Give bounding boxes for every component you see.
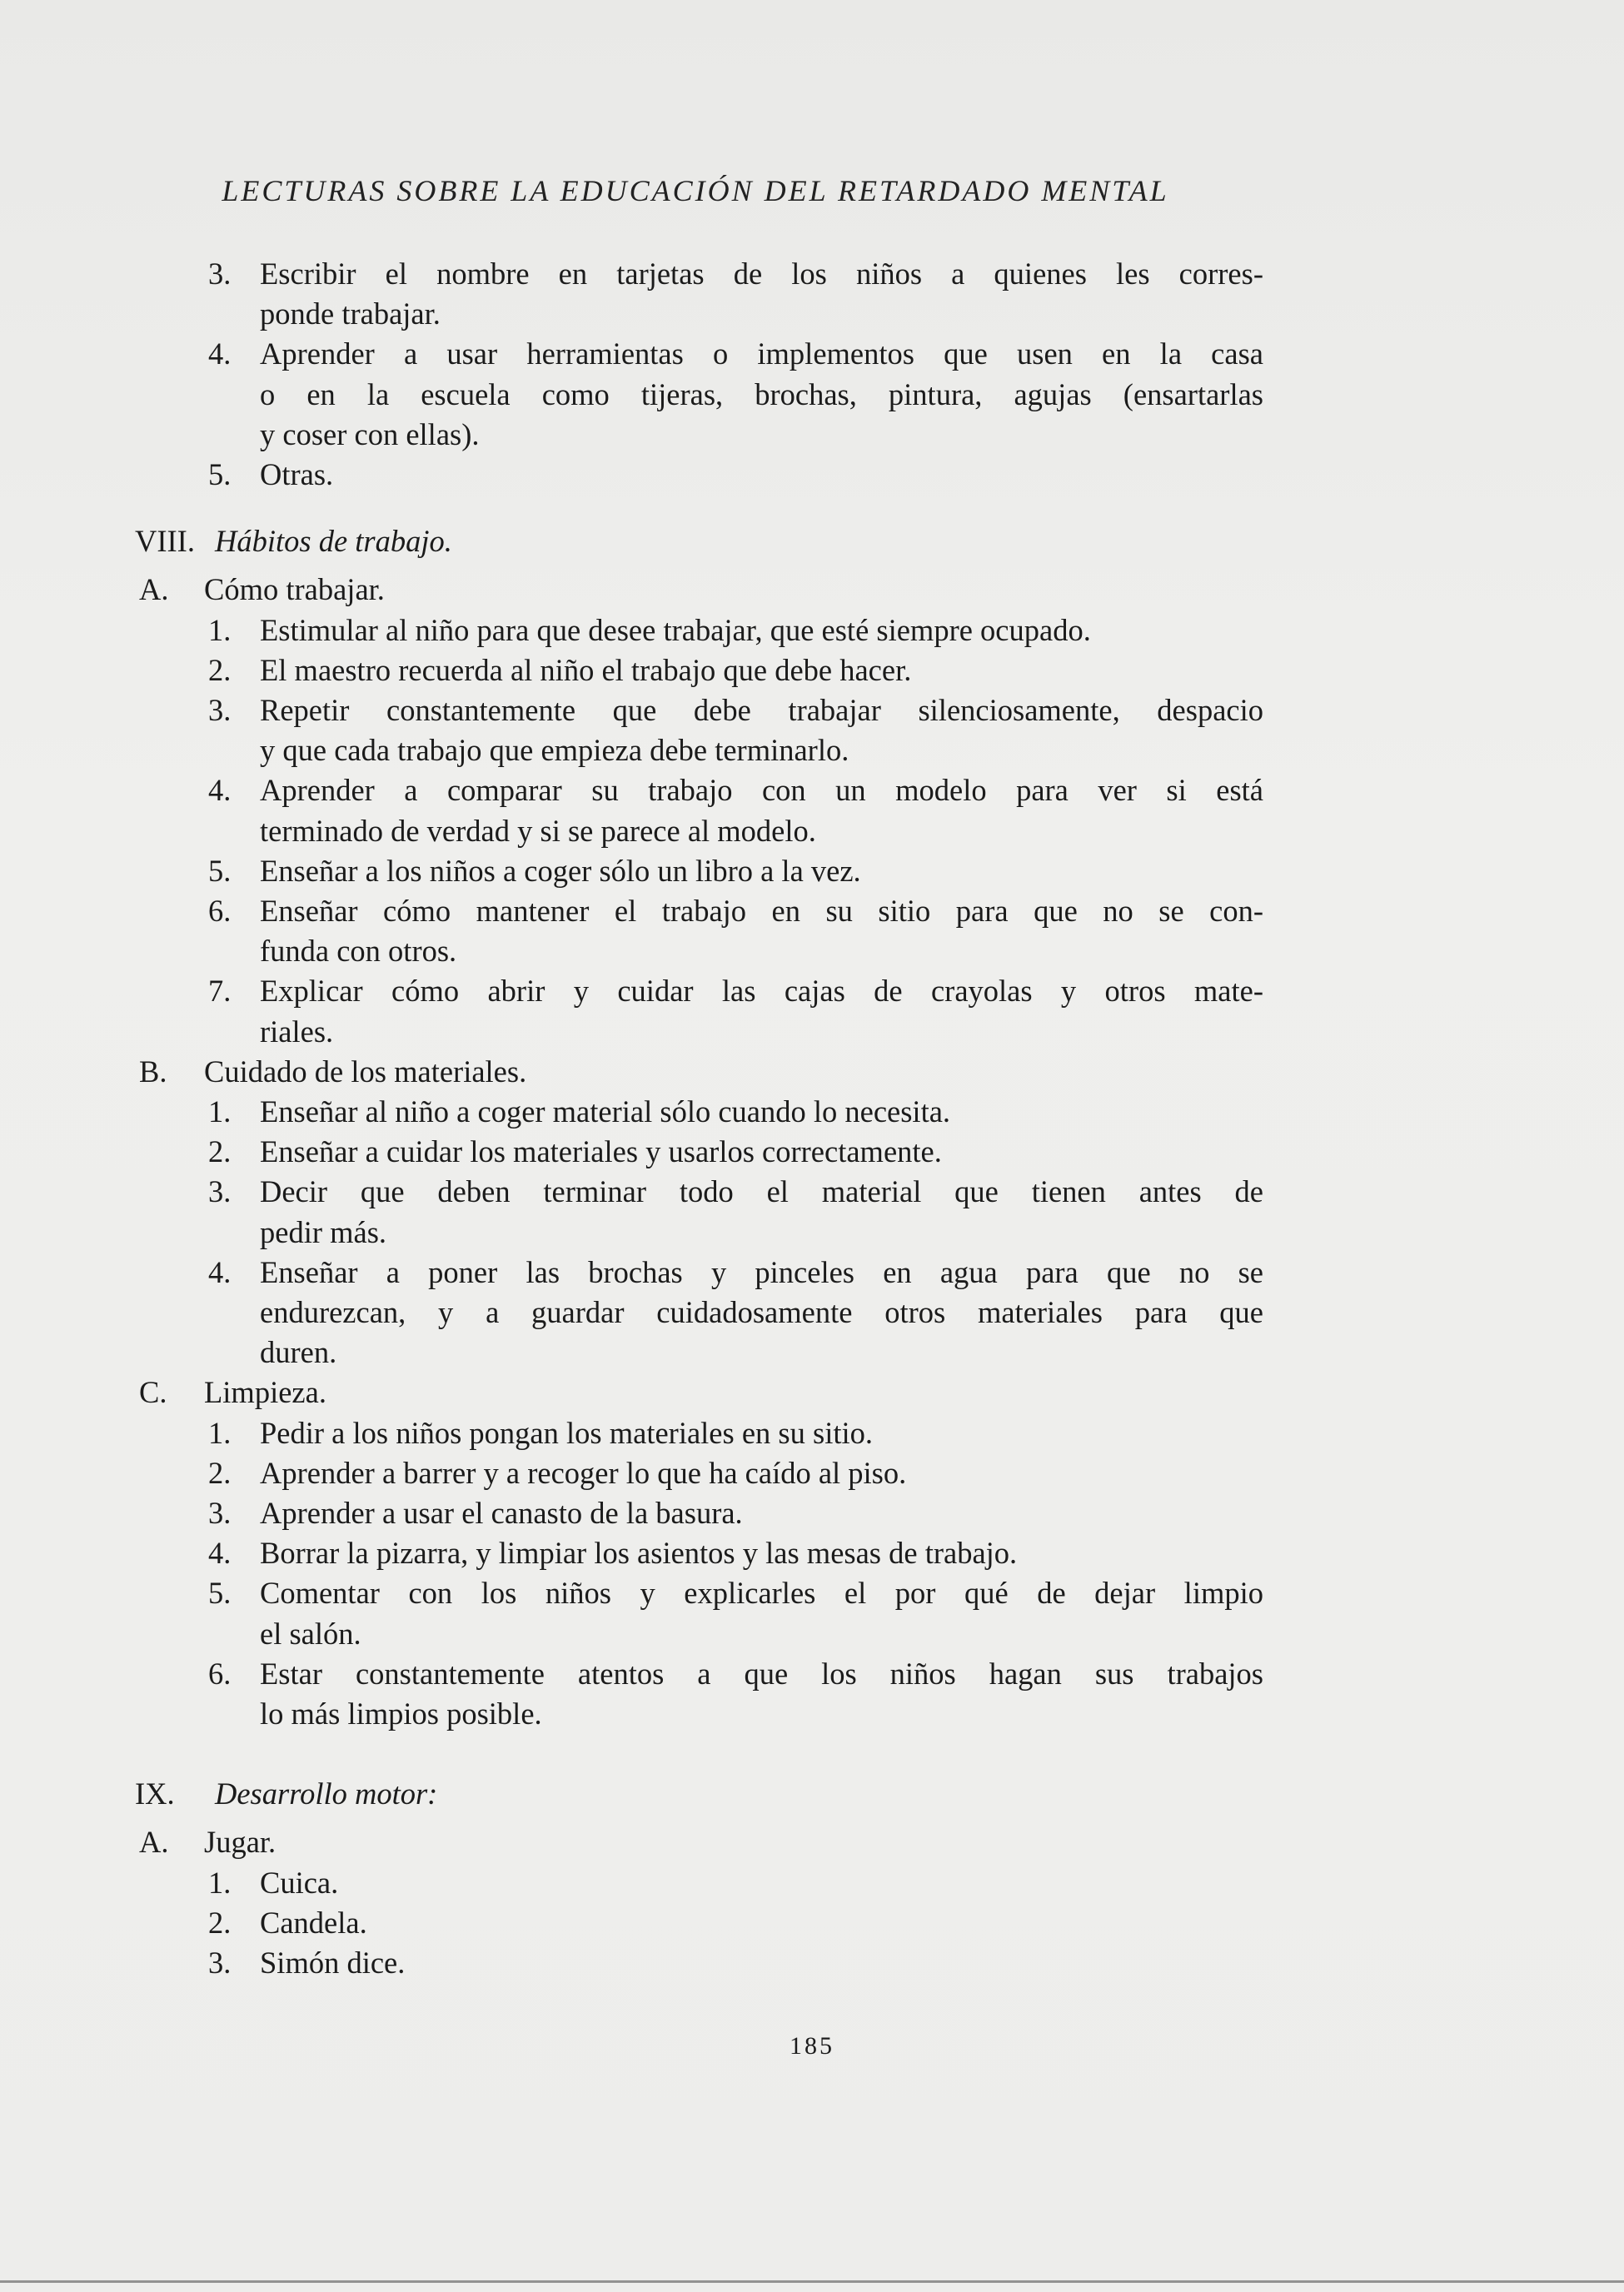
section-number: VIII. [135, 524, 195, 559]
item-text-line: o en la escuela como tijeras, brochas, pintura, agujas (ensartarlas [260, 376, 1263, 411]
item-number: 2. [208, 1455, 232, 1490]
section-number: IX. [135, 1776, 175, 1811]
item-text-line: Repetir constantemente que debe trabajar silenciosamente, despacio [260, 693, 1263, 727]
item-text-line: Estimular al niño para que desee trabajar, que esté siempre ocupado. [260, 612, 1091, 647]
item-text-line: Candela. [260, 1905, 367, 1940]
item-text-line: Enseñar a los niños a coger sólo un libro a la vez. [260, 853, 861, 888]
subsection-title: Cómo trabajar. [204, 572, 385, 607]
subsection-letter: A. [139, 1825, 169, 1860]
item-text-line: Enseñar a poner las brochas y pinceles en agua para que no se [260, 1254, 1263, 1289]
subsection-title: Cuidado de los materiales. [204, 1054, 527, 1089]
subsection-title: Jugar. [204, 1825, 276, 1860]
item-text-line: ponde trabajar. [260, 296, 441, 331]
item-text-line: Aprender a usar el canasto de la basura. [260, 1496, 743, 1530]
subsection-letter: B. [139, 1054, 167, 1089]
item-text-line: Explicar cómo abrir y cuidar las cajas de crayolas y otros mate- [260, 974, 1263, 1009]
item-number: 5. [208, 1576, 232, 1611]
item-number: 4. [208, 1536, 232, 1571]
page-edge-line [0, 2280, 1624, 2283]
page-number: 185 [790, 2032, 834, 2060]
item-text-line: el salón. [260, 1616, 361, 1651]
item-number: 1. [208, 1415, 232, 1450]
section-title: Hábitos de trabajo. [215, 524, 452, 559]
item-number: 2. [208, 1134, 232, 1169]
item-text-line: Comentar con los niños y explicarles el por qué de dejar limpio [260, 1576, 1263, 1611]
item-number: 3. [208, 1496, 232, 1530]
item-text-line: Enseñar a cuidar los materiales y usarlos correctamente. [260, 1134, 942, 1169]
item-number: 5. [208, 457, 232, 491]
item-text-line: Aprender a comparar su trabajo con un modelo para ver si está [260, 773, 1263, 808]
subsection-title: Limpieza. [204, 1375, 326, 1410]
item-text-line: y coser con ellas). [260, 416, 480, 451]
item-number: 7. [208, 974, 232, 1009]
section-title: Desarrollo motor: [215, 1776, 438, 1811]
item-text-line: funda con otros. [260, 934, 457, 969]
item-text-line: Escribir el nombre en tarjetas de los niños a quienes les corres- [260, 257, 1263, 291]
item-text-line: Cuica. [260, 1865, 339, 1900]
item-number: 1. [208, 612, 232, 647]
subsection-letter: A. [139, 572, 169, 607]
item-text-line: Otras. [260, 457, 334, 491]
item-number: 6. [208, 1656, 232, 1691]
item-text-line: endurezcan, y a guardar cuidadosamente otros materiales para que [260, 1295, 1263, 1329]
item-text-line: duren. [260, 1335, 337, 1370]
item-number: 6. [208, 894, 232, 928]
item-number: 1. [208, 1865, 232, 1900]
item-number: 3. [208, 1174, 232, 1209]
item-number: 1. [208, 1094, 232, 1129]
item-text-line: Borrar la pizarra, y limpiar los asientos y las mesas de trabajo. [260, 1536, 1018, 1571]
item-text-line: riales. [260, 1014, 334, 1049]
item-number: 2. [208, 1905, 232, 1940]
item-number: 3. [208, 693, 232, 727]
item-number: 4. [208, 773, 232, 808]
item-number: 4. [208, 336, 232, 371]
item-number: 3. [208, 257, 232, 291]
item-text-line: Enseñar cómo mantener el trabajo en su sitio para que no se con- [260, 894, 1263, 928]
item-text-line: Pedir a los niños pongan los materiales en su sitio. [260, 1415, 873, 1450]
item-text-line: y que cada trabajo que empieza debe terminarlo. [260, 733, 849, 768]
item-text-line: terminado de verdad y si se parece al modelo. [260, 813, 816, 848]
item-text-line: Aprender a barrer y a recoger lo que ha caído al piso. [260, 1455, 907, 1490]
item-text-line: Decir que deben terminar todo el material que tienen antes de [260, 1174, 1263, 1209]
running-header: LECTURAS SOBRE LA EDUCACIÓN DEL RETARDADO MENTAL [222, 174, 1169, 207]
item-number: 5. [208, 853, 232, 888]
item-text-line: Estar constantemente atentos a que los niños hagan sus trabajos [260, 1656, 1263, 1691]
item-text-line: Simón dice. [260, 1946, 406, 1980]
item-text-line: Enseñar al niño a coger material sólo cuando lo necesita. [260, 1094, 951, 1129]
item-text-line: Aprender a usar herramientas o implementos que usen en la casa [260, 336, 1263, 371]
item-number: 3. [208, 1946, 232, 1980]
subsection-letter: C. [139, 1375, 167, 1410]
item-text-line: lo más limpios posible. [260, 1697, 542, 1731]
item-text-line: pedir más. [260, 1214, 387, 1249]
item-number: 4. [208, 1254, 232, 1289]
item-text-line: El maestro recuerda al niño el trabajo que debe hacer. [260, 652, 912, 687]
item-number: 2. [208, 652, 232, 687]
